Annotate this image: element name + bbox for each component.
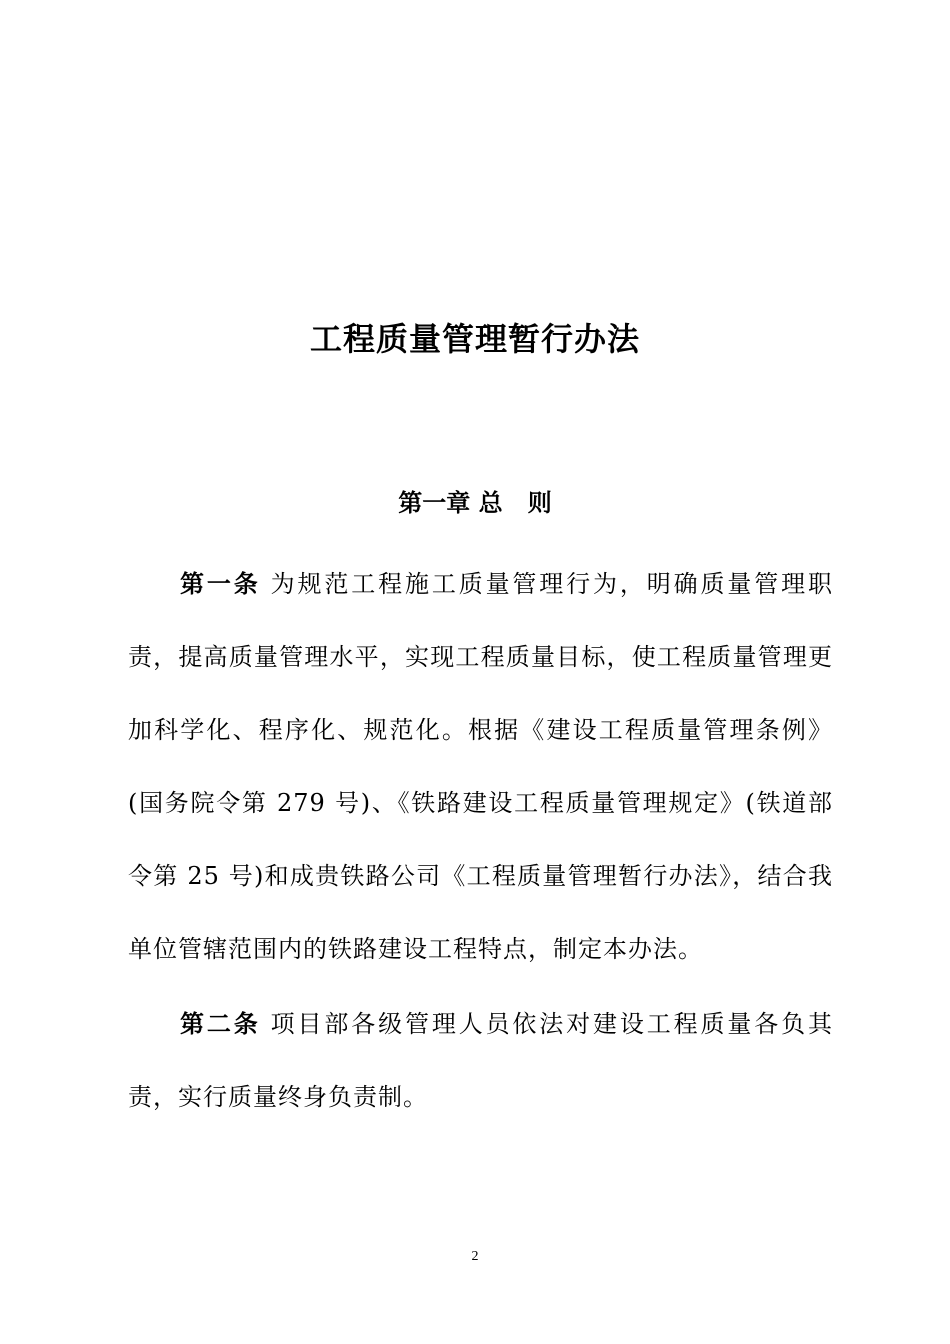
- article-1-label: 第一条: [180, 570, 261, 598]
- article-1-text: 为规范工程施工质量管理行为，明确质量管理职责，提高质量管理水平，实现工程质量目标，使工程质量管理更加科学化、程序化、规范化。根据《建设工程质量管理条例》(国务院令第 279 号)、《铁路建设工程质量管理规定》(铁道部令第 25 号)和成贵铁路公司《工程质量管理暂行办法》，结合我单位管辖范围内的铁路建设工程特点，制定本办法。: [128, 570, 833, 963]
- article-2: [128, 988, 833, 1134]
- chapter-heading: 第一章 总 则: [398, 489, 552, 517]
- page-number: 2: [471, 1249, 479, 1264]
- article-1: [128, 548, 833, 986]
- article-2-label: 第二条: [180, 1010, 261, 1038]
- document-title: 工程质量管理暂行办法: [309, 320, 640, 358]
- article-2-text: 项目部各级管理人员依法对建设工程质量各负其责，实行质量终身负责制。: [128, 1010, 833, 1111]
